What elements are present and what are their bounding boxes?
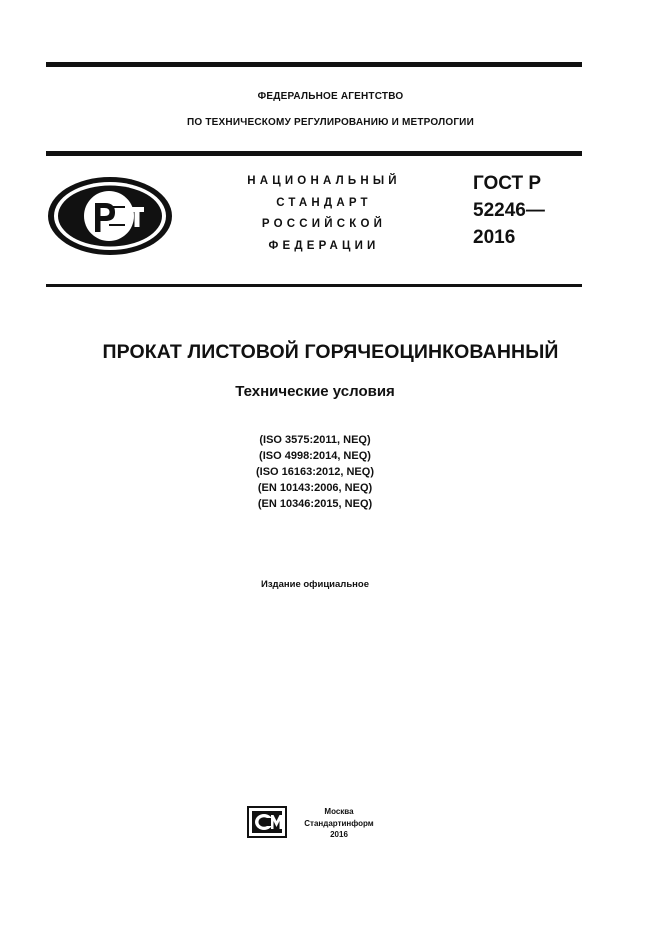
document-subtitle: Технические условия [235,383,395,400]
reference-standard: (EN 10143:2006, NEQ) [257,482,373,494]
header-divider [46,151,582,156]
national-line: ФЕДЕРАЦИИ [268,239,380,252]
publisher-info [294,806,384,841]
publisher-year: 2016 [330,830,348,839]
document-title: ПРОКАТ ЛИСТОВОЙ ГОРЯЧЕОЦИНКОВАННЫЙ [102,341,559,363]
publisher-city: Москва [324,807,354,816]
national-line: РОССИЙСКОЙ [261,218,387,230]
national-standard-label [236,171,412,257]
edition-note: Издание официальное [261,579,369,590]
top-divider [46,62,582,67]
standard-block-divider [46,284,582,287]
reference-standard: (ISO 3575:2011, NEQ) [259,434,371,446]
rst-certification-logo-icon [46,175,174,257]
gost-line: ГОСТ Р [473,173,542,194]
gost-line: 52246— [473,200,545,221]
national-line: СТАНДАРТ [276,196,372,209]
gost-line: 2016 [473,227,516,248]
standartinform-logo-icon [247,806,287,838]
reference-standard: (ISO 16163:2012, NEQ) [255,466,374,478]
reference-standards-list [0,432,630,512]
agency-name-line1: ФЕДЕРАЛЬНОЕ АГЕНТСТВО [257,91,404,102]
reference-standard: (EN 10346:2015, NEQ) [257,498,373,510]
national-line: НАЦИОНАЛЬНЫЙ [247,175,401,187]
publisher-name: Стандартинформ [304,818,374,828]
gost-designation [473,170,545,251]
agency-name-line2: ПО ТЕХНИЧЕСКОМУ РЕГУЛИРОВАНИЮ И МЕТРОЛОГИИ [187,117,474,128]
reference-standard: (ISO 4998:2014, NEQ) [259,450,371,462]
